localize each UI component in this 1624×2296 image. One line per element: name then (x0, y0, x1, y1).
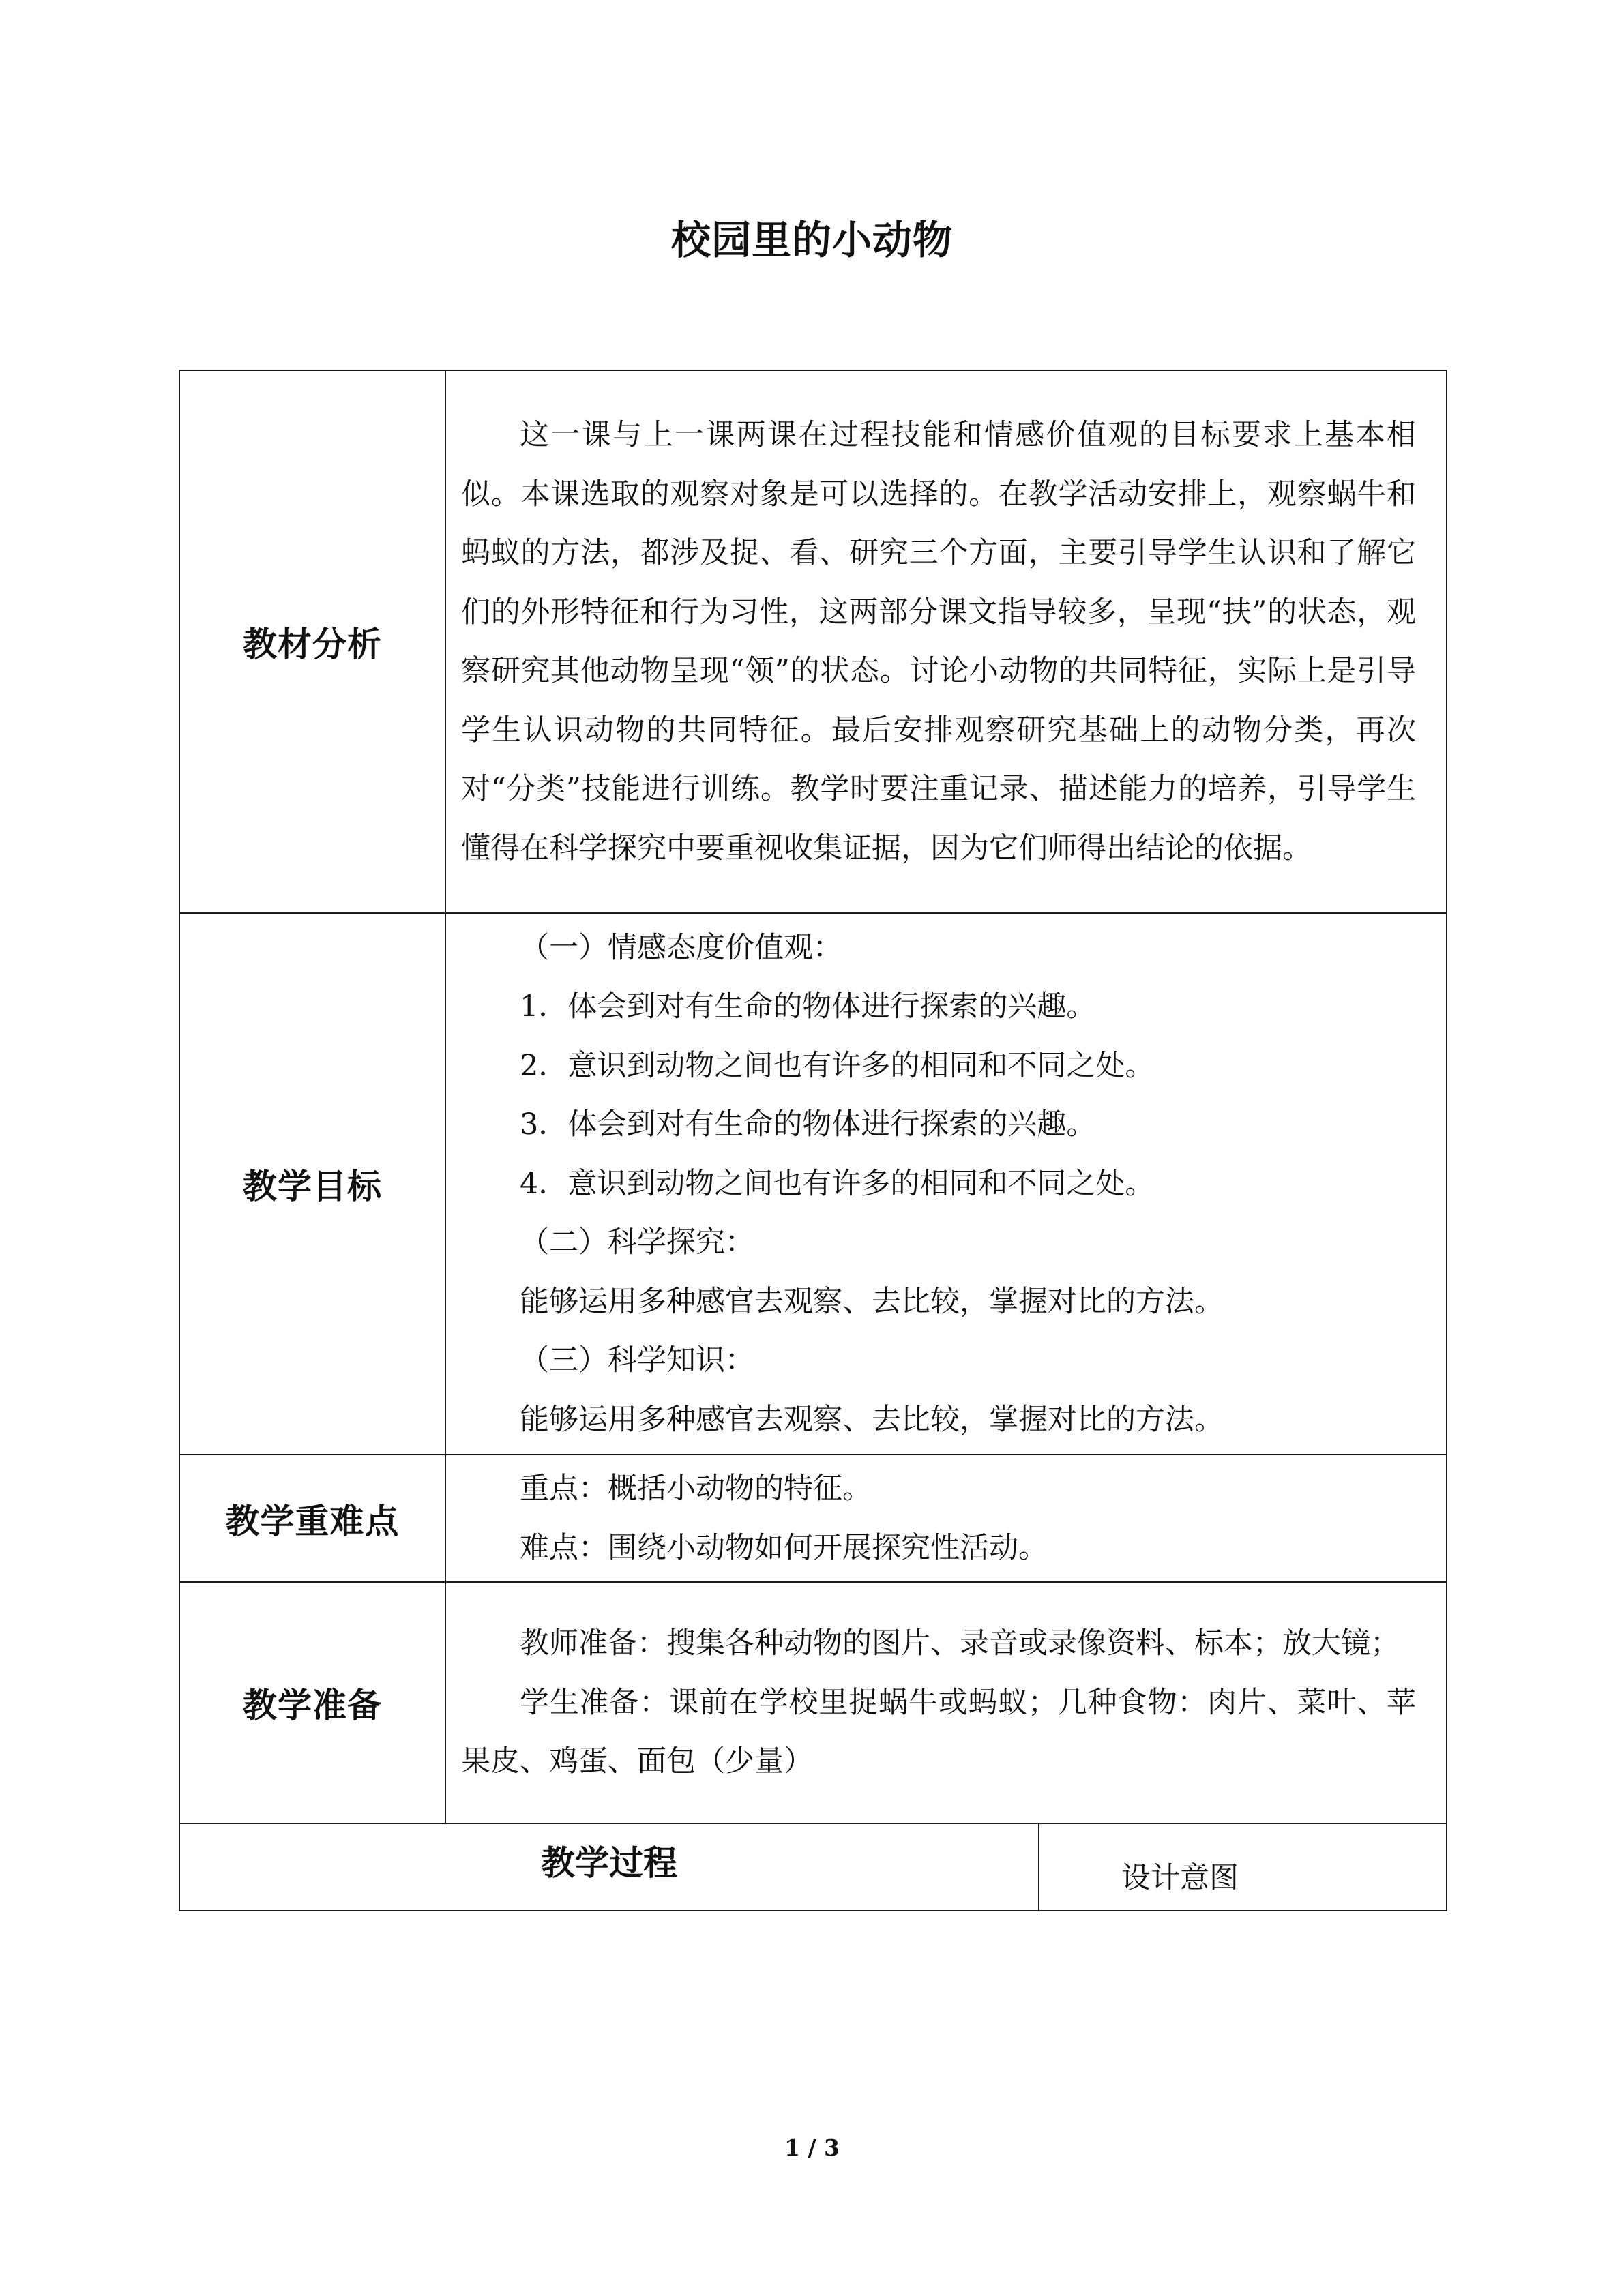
page-title: 校园里的小动物 (670, 217, 953, 263)
goals-heading-1: （一）情感态度价值观： (520, 930, 842, 965)
key-points-label: 教学重难点 (179, 1455, 445, 1582)
key-point-focus: 重点：概括小动物的特征。 (520, 1472, 872, 1506)
teacher-preparation: 教师准备：搜集各种动物的图片、录音或录像资料、标本；放大镜； (520, 1626, 1400, 1661)
key-point-difficulty: 难点：围绕小动物如何开展探究性活动。 (520, 1530, 1048, 1565)
table-row-goals (179, 913, 1447, 1455)
analysis-label: 教材分析 (179, 370, 445, 913)
table-row-key-points (179, 1455, 1447, 1582)
page-number: 1 / 3 (784, 2134, 840, 2161)
analysis-content (445, 370, 1447, 913)
goals-item-4: 4．意识到动物之间也有许多的相同和不同之处。 (520, 1166, 1155, 1201)
table-row-process (179, 1823, 1447, 1911)
goals-item-6: 能够运用多种感官去观察、去比较，掌握对比的方法。 (520, 1402, 1224, 1437)
preparation-label: 教学准备 (179, 1582, 445, 1823)
analysis-text: 这一课与上一课两课在过程技能和情感价值观的目标要求上基本相似。本课选取的观察对象是可以选择的。在教学活动安排上，观察蜗牛和蚂蚁的方法，都涉及捉、看、研究三个方面，主要引导学生认识和了解它们的外形特征和行为习性，这两部分课文指导较多，呈现“扶”的状态，观察研究其他动物呈现“领”的状态。讨论小动物的共同特征，实际上是引导学生认识动物的共同特征。最后安排观察研究基础上的动物分类，再次对“分类”技能进行训练。教学时要注重记录、描述能力的培养，引导学生懂得在科学探究中要重视收集证据，因为它们师得出结论的依据。 (461, 418, 1416, 865)
goals-heading-3: （三）科学知识： (520, 1343, 754, 1378)
goals-item-1: 1．体会到对有生命的物体进行探索的兴趣。 (520, 989, 1096, 1024)
goals-content (445, 913, 1447, 1455)
table-row-preparation (179, 1582, 1447, 1823)
process-label: 教学过程 (179, 1823, 1039, 1911)
design-intent-label: 设计意图 (1039, 1823, 1447, 1911)
goals-item-5: 能够运用多种感官去观察、去比较，掌握对比的方法。 (520, 1284, 1224, 1319)
student-preparation: 学生准备：课前在学校里捉蜗牛或蚂蚁；几种食物：肉片、菜叶、苹果皮、鸡蛋、面包（少量） (461, 1685, 1416, 1779)
goals-heading-2: （二）科学探究： (520, 1225, 754, 1260)
key-points-content (445, 1455, 1447, 1582)
table-row-analysis (179, 370, 1447, 913)
lesson-plan-table (179, 370, 1447, 1911)
goals-item-2: 2．意识到动物之间也有许多的相同和不同之处。 (520, 1048, 1155, 1083)
goals-item-3: 3．体会到对有生命的物体进行探索的兴趣。 (520, 1107, 1096, 1142)
preparation-content (445, 1582, 1447, 1823)
goals-label: 教学目标 (179, 913, 445, 1455)
